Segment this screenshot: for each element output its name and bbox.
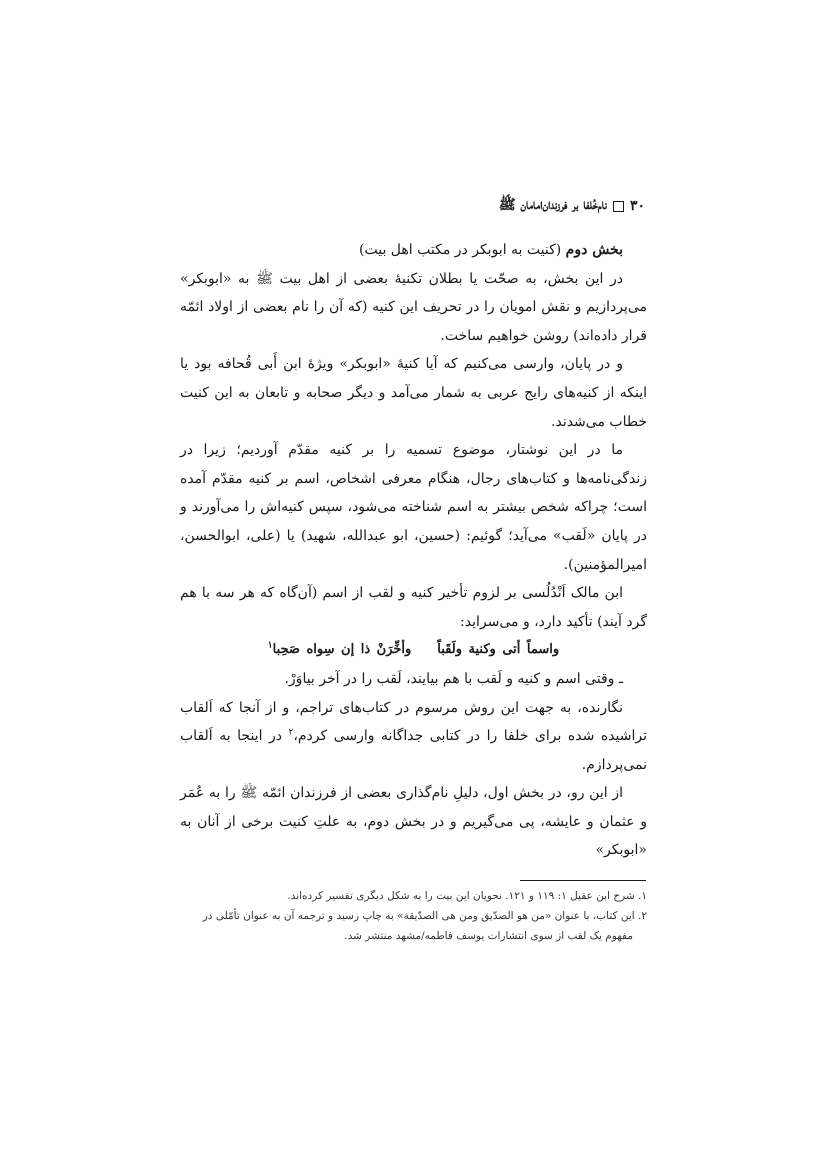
footnote-1: ۱. شرح ابن عقیل ۱: ۱۱۹ و ۱۲۱. نحویان این بیت را به شکل دیگری تفسیر کرده‌اند. (287, 890, 647, 902)
paragraph-5 (180, 694, 647, 780)
paragraph-1: در این بخش، به صحّت یا بطلان تکنیهٔ بعضی از اهل بیت ﷺ به «ابوبکر» می‌پردازیم و نقش امویان را در تحریف این کنیه (که آن را نام بعضی از اولاد ائمّه قرار داده‌اند) روشن خواهیم ساخت. (180, 270, 647, 344)
verse-translation: ـ وقتی اسم و کنیه و لَقب با هم بیایند، لَقب را در آخر بیاوَرْ. (284, 670, 623, 687)
main-text (180, 236, 647, 865)
footnotes (200, 886, 647, 946)
verse-hemistich-right: واسماً أتی وکنیة ولَقَباً (437, 642, 560, 658)
footnote-2: ۲. این کتاب، با عنوان «من هو الصدّیق ومن هی الصدّیقة» به چاپ رسید و ترجمه آن به عنوان تأمّلی در (202, 910, 647, 922)
square-bullet-icon (613, 201, 624, 212)
paragraph-5-text-b: در اینجا به اَلقاب نمی‌پردازم. (180, 728, 647, 773)
section-heading-rest: (کنیت به ابوبکر در مکتب اهل بیت) (359, 242, 566, 258)
paragraph-3: ما در این نوشتار، موضوع تسمیه را بر کنیه مقدّم آوردیم؛ زیرا در زندگی‌نامه‌ها و کتاب‌های رجال، هنگام معرفی اشخاص، اسم بر کنیه مقدّم آمده است؛ چراکه شخص بیشتر به اسم شناخته می‌شود، سپس کنیه‌اش را می‌آورند و در پایان «لَقب» می‌آید؛ گوئیم: (حسین، ابو عبدالله، شهید) یا (علی، ابوالحسن، امیرالمؤمنین). (180, 442, 647, 573)
paragraph-4: ابن مالک اَنْدُلُسی بر لزوم تأخیر کنیه و لقب از اسم (آن‌گاه که هر سه با هم گرد آیند) تأکید دارد، و می‌سراید: (180, 585, 647, 630)
verse-line (180, 636, 647, 665)
running-title: نام‌خُلفا بر فرزندان‌امامان ﷺ (498, 197, 607, 213)
paragraph-2: و در پایان، وارسی می‌کنیم که آیا کنیهٔ «ابوبکر» ویژهٔ ابن أَبی قُحافه بود یا اینکه از کنیه‌های رایج عربی به شمار می‌آمد و دیگر صحابه و تابعان به این کنیت خطاب می‌شدند. (180, 356, 647, 430)
footnote-2-continued: مفهوم یک لقب از سوی انتشارات یوسف فاطمه/مشهد منتشر شد. (344, 930, 633, 942)
paragraph-6: از این رو، در بخش اول، دلیلِ نام‌گذاری بعضی از فرزندان ائمّه ﷺ را به عُمَر و عثمان و عایشه، پی می‌گیریم و در بخش دوم، به علتِ کنیت برخی از آنان به «ابوبکر» (180, 785, 647, 859)
section-heading (180, 236, 647, 265)
page-number: ۳۰ (629, 198, 645, 214)
section-heading-bold: بخش دوم (565, 242, 623, 258)
running-header (180, 196, 645, 216)
footnote-ref-2[interactable]: ۲ (288, 727, 294, 738)
footnote-separator (520, 880, 646, 881)
paragraph-5-text-a: نگارنده، به جهت این روش مرسوم در کتاب‌های تراجم، و از آنجا که اَلقاب تراشیده شده برای خلفا را در کتابی جداگانه وارسی کردم، (180, 699, 647, 745)
footnote-ref-1[interactable]: ۱ (267, 640, 273, 651)
verse-hemistich-left: وأخِّرَنْ ذا إن سِواه صَحِبا (272, 642, 412, 658)
